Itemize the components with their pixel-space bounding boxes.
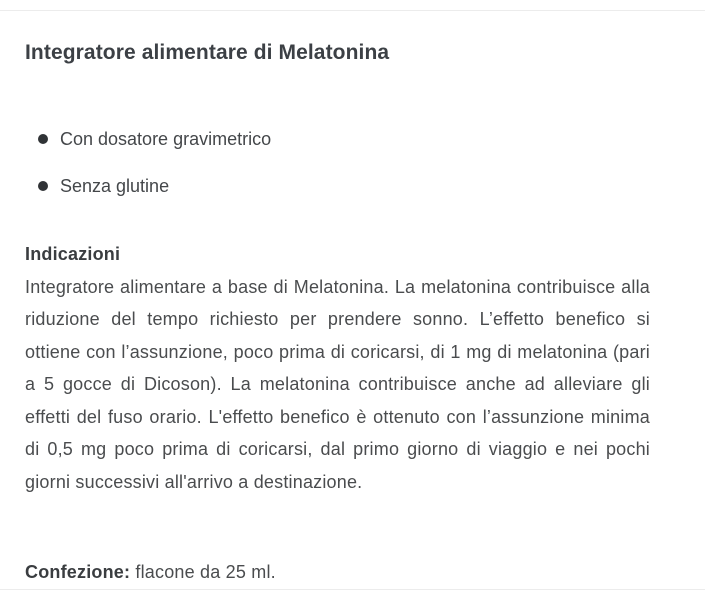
package-value: flacone da 25 ml.	[130, 562, 276, 582]
feature-label: Senza glutine	[60, 176, 170, 196]
package-line	[25, 556, 276, 589]
feature-item	[25, 175, 271, 197]
bullet-dot-icon	[38, 134, 48, 144]
indications-body: Integratore alimentare a base di Melatonina. La melatonina contribuisce alla riduzione del tempo richiesto per prendere sonno. L’effetto benefico si ottiene con l’assunzione, poco prima di coricarsi, di 1 mg di melatonina (pari a 5 gocce di Dicoson). La melatonina contribuisce anche ad alleviare gli effetti del fuso orario. L'effetto benefico è ottenuto con l’assunzione minima di 0,5 mg poco prima di coricarsi, dal primo giorno di viaggio e nei pochi giorni successivi all'arrivo a destinazione.	[25, 276, 650, 492]
top-divider	[0, 10, 705, 11]
indications-paragraph	[25, 238, 650, 498]
product-title: Integratore alimentare di Melatonina	[25, 41, 390, 64]
bullet-dot-icon	[38, 181, 48, 191]
feature-label: Con dosatore gravimetrico	[60, 129, 272, 149]
features-list	[25, 128, 271, 222]
package-label: Confezione:	[25, 562, 131, 582]
bottom-divider	[0, 589, 705, 590]
indications-heading: Indicazioni	[25, 244, 121, 264]
feature-item	[25, 128, 271, 150]
